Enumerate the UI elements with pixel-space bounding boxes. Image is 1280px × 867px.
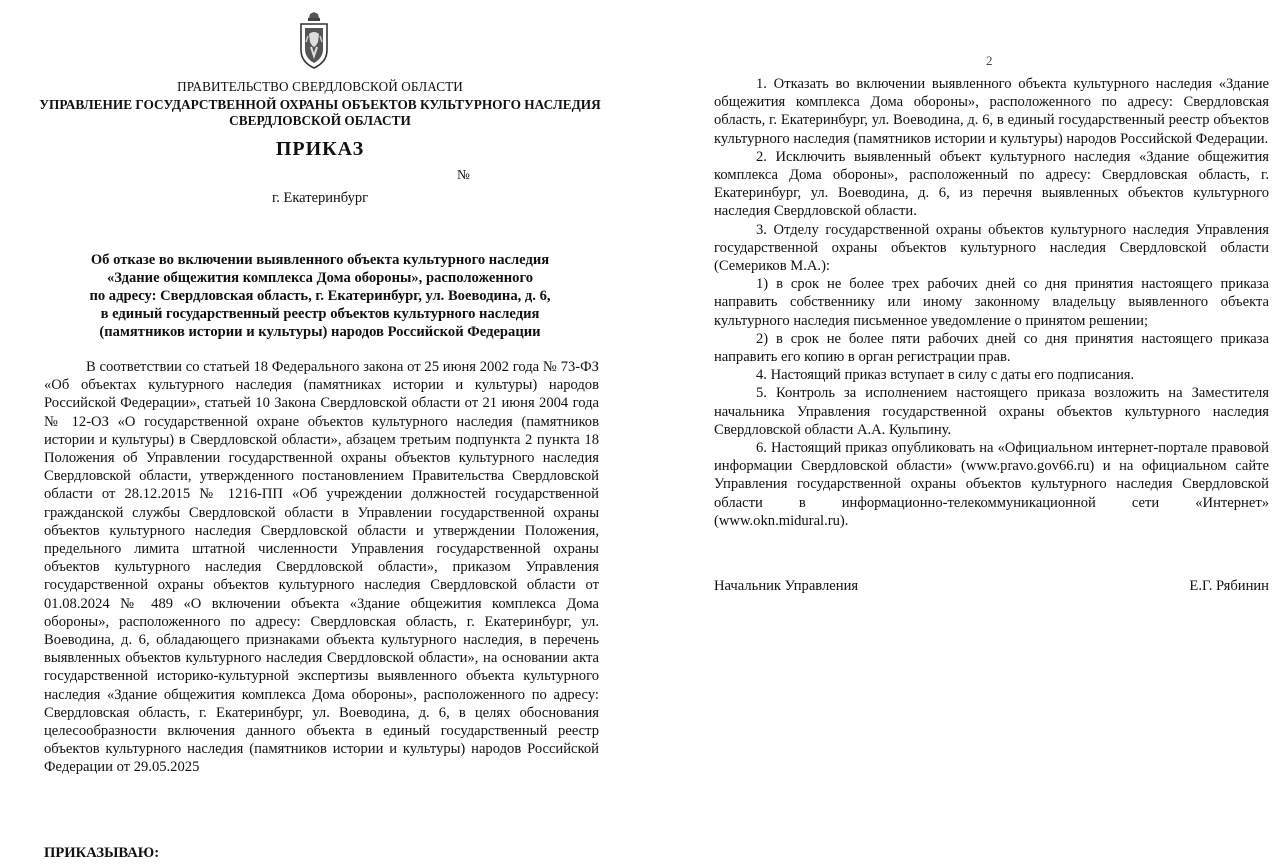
preamble-paragraph: В соответствии со статьей 18 Федерального закона от 25 июня 2002 года № 73-ФЗ «Об объектах культурного наследия (памятниках истории и культуры) народов Российской Федерации», статьей 10 Закона Свердловской области от 21 июня 2004 года № 12-ОЗ «О государственной охране объектов культурного наследия (памятников истории и культуры) в Свердловской области», абзацем третьим подпункта 2 пункта 18 Положения об Управлении государственной охраны объектов культурного наследия Свердловской области, утвержденного постановлением Правительства Свердловской области от 28.12.2015 № 1216-ПП «Об учреждении должностей государственной гражданской службы Свердловской области в Управлении государственной охраны объектов культурного наследия Свердловской области и утверждении Положения, предельного лимита штатной численности Управления государственной охраны объектов культурного наследия Свердловской области», приказом Управления государственной охраны объектов культурного наследия Свердловской области от 01.08.2024 № 489 «О включении объекта «Здание общежития комплекса Дома обороны», расположенного по адресу: Свердловская область, г. Екатеринбург, ул. Воеводина, д. 6, обладающего признаками объекта культурного наследия, в перечень выявленных объектов культурного наследия Свердловской области», на основании акта государственной историко-культурной экспертизы выявленного объекта культурного наследия «Здание общежития комплекса Дома обороны», расположенного по адресу: Свердловская область, г. Екатеринбург, ул. Воеводина, д. 6, в целях обоснования целесообразности включения данного объекта в единый государственный реестр объектов культурного наследия (памятников истории и культуры) народов Российской Федерации от 29.05.2025 — [44, 359, 599, 776]
title-line: по адресу: Свердловская область, г. Екатеринбург, ул. Воеводина, д. 6, — [89, 288, 551, 304]
signature-title: Начальник Управления — [714, 578, 859, 594]
department-line: УПРАВЛЕНИЕ ГОСУДАРСТВЕННОЙ ОХРАНЫ ОБЪЕКТОВ КУЛЬТУРНОГО НАСЛЕДИЯ — [39, 97, 601, 112]
department-name — [28, 97, 612, 129]
order-paragraph: 1. Отказать во включении выявленного объекта культурного наследия «Здание общежития комплекса Дома обороны», расположенного по адресу: Свердловская область, г. Екатеринбург, ул. Воеводина, д. 6, в единый государственный реестр объектов культурного наследия (памятников истории и культуры) народов Российской Федерации. — [714, 76, 1269, 147]
title-line: (памятников истории и культуры) народов Российской Федерации — [99, 324, 541, 340]
number-sign: № — [457, 167, 470, 182]
title-line: в единый государственный реестр объектов культурного наследия — [100, 306, 540, 322]
city: г. Екатеринбург — [271, 190, 369, 206]
order-paragraph: 3. Отделу государственной охраны объектов культурного наследия Управления государственной охраны объектов культурного наследия Свердловской области (Семериков М.А.): — [714, 221, 1269, 275]
order-word: ПРИКАЗЫВАЮ: — [44, 845, 160, 861]
document-title — [42, 251, 598, 341]
order-paragraph: 1) в срок не более трех рабочих дней со дня принятия настоящего приказа направить собственнику или иному законному владельцу выявленного объекта культурного наследия письменное уведомление о принятом решении; — [714, 276, 1269, 329]
page-number: 2 — [986, 53, 993, 68]
order-paragraph: 2) в срок не более пяти рабочих дней со дня принятия настоящего приказа направить его копию в орган регистрации прав. — [714, 330, 1269, 366]
coat-of-arms-icon — [297, 12, 331, 70]
page-2 — [640, 0, 1280, 867]
order-items — [714, 75, 1269, 530]
order-paragraph: 6. Настоящий приказ опубликовать на «Официальном интернет-портале правовой информации Свердловской области» (www.pravo.gov66.ru) и на официальном сайте Управления государственной охраны объектов культурного наследия Свердловской области в информационно-телекоммуникационной сети «Интернет» (www.okn.midural.ru). — [714, 440, 1269, 529]
order-paragraph: 2. Исключить выявленный объект культурного наследия «Здание общежития комплекса Дома обороны», расположенный по адресу: Свердловская область, г. Екатеринбург, ул. Воеводина, д. 6, из перечня выявленных объектов культурного наследия Свердловской области. — [714, 148, 1269, 220]
title-line: Об отказе во включении выявленного объекта культурного наследия — [90, 252, 550, 268]
signature-name: Е.Г. Рябинин — [1189, 578, 1269, 594]
document-type: ПРИКАЗ — [275, 138, 365, 160]
title-line: «Здание общежития комплекса Дома обороны», расположенного — [106, 270, 534, 286]
department-line: СВЕРДЛОВСКОЙ ОБЛАСТИ — [229, 113, 411, 128]
government-name: ПРАВИТЕЛЬСТВО СВЕРДЛОВСКОЙ ОБЛАСТИ — [177, 79, 463, 94]
order-paragraph: 5. Контроль за исполнением настоящего приказа возложить на Заместителя начальника Управления государственной охраны объектов культурного наследия Свердловской области А.А. Кульпину. — [714, 385, 1269, 438]
order-paragraph: 4. Настоящий приказ вступает в силу с даты его подписания. — [756, 367, 1135, 384]
